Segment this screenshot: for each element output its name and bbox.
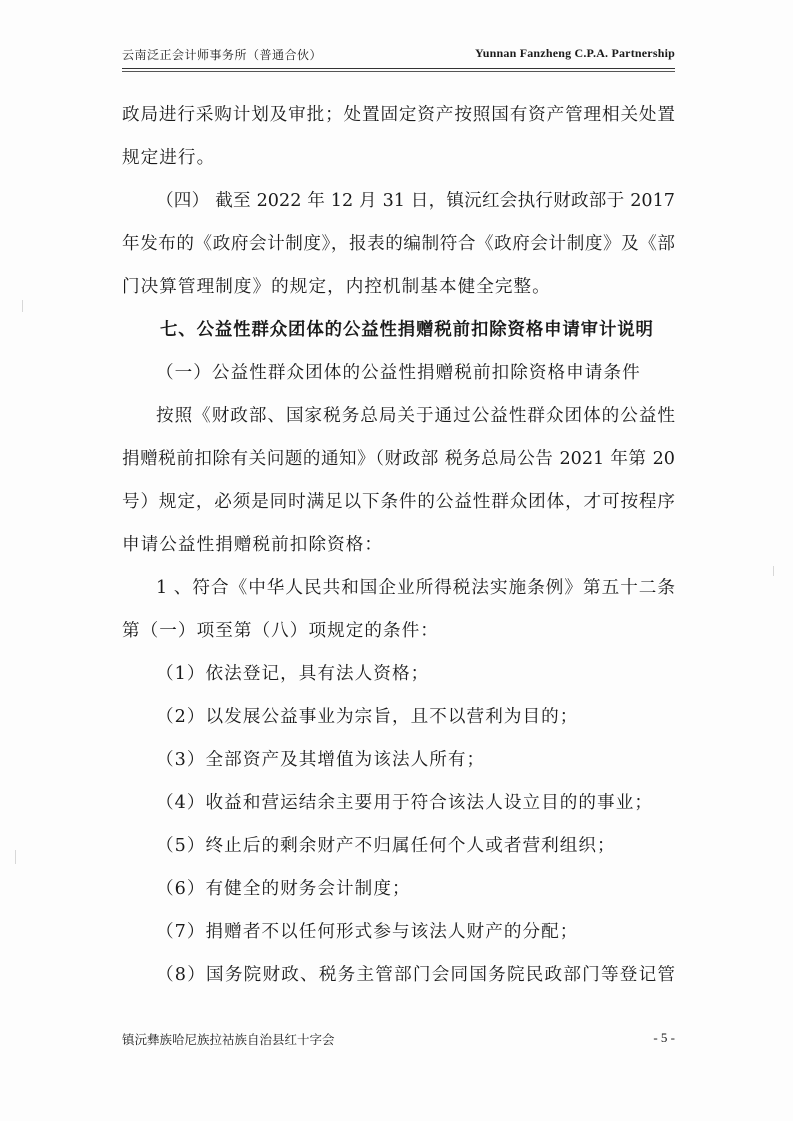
paragraph-line: 门决算管理制度》的规定，内控机制基本健全完整。 (122, 277, 551, 297)
header-firm-name-english: Yunnan Fanzheng C.P.A. Partnership (475, 46, 675, 60)
paragraph-line: 第（一）项至第（八）项规定的条件： (122, 621, 439, 641)
scan-artifact (773, 566, 774, 576)
paragraph-line: 规定进行。 (122, 148, 216, 168)
paragraph-line: 政局进行采购计划及审批；处置固定资产按照国有资产管理相关处置 (122, 105, 675, 125)
list-item: （3）全部资产及其增值为该法人所有； (156, 750, 486, 770)
page-number: - 5 - (653, 1030, 675, 1045)
list-item: （5）终止后的剩余财产不归属任何个人或者营利组织； (156, 836, 616, 856)
header-rule (122, 68, 675, 69)
paragraph-line: 按照《财政部、国家税务总局关于通过公益性群众团体的公益性 (156, 406, 675, 426)
header-rule-secondary (122, 71, 675, 72)
scan-artifact (22, 300, 23, 312)
list-item: （4）收益和营运结余主要用于符合该法人设立目的的事业； (156, 793, 653, 813)
list-item: （8）国务院财政、税务主管部门会同国务院民政部门等登记管 (156, 965, 675, 985)
page-footer (122, 1030, 675, 1052)
page-header (122, 44, 675, 68)
header-firm-name: 云南泛正会计师事务所（普通合伙） (122, 48, 323, 62)
paragraph-line: 申请公益性捐赠税前扣除资格： (122, 535, 384, 555)
paragraph-line: （四） 截至 2022 年 12 月 31 日，镇沅红会执行财政部于 2017 (156, 191, 675, 211)
list-item: （7）捐赠者不以任何形式参与该法人财产的分配； (156, 922, 579, 942)
paragraph-line: 1 、符合《中华人民共和国企业所得税法实施条例》第五十二条 (156, 578, 675, 598)
list-item: （1）依法登记，具有法人资格； (156, 664, 430, 684)
section-heading: 七、公益性群众团体的公益性捐赠税前扣除资格申请审计说明 (160, 320, 654, 340)
paragraph-line: 年发布的《政府会计制度》，报表的编制符合《政府会计制度》及《部 (122, 234, 675, 254)
subsection-heading: （一）公益性群众团体的公益性捐赠税前扣除资格申请条件 (156, 363, 641, 383)
list-item: （2）以发展公益事业为宗旨，且不以营利为目的； (156, 707, 579, 727)
list-item: （6）有健全的财务会计制度； (156, 879, 411, 899)
scan-artifact (15, 850, 16, 864)
paragraph-line: 号）规定，必须是同时满足以下条件的公益性群众团体，才可按程序 (122, 492, 675, 512)
footer-organization-name: 镇沅彝族哈尼族拉祜族自治县红十字会 (122, 1032, 335, 1047)
paragraph-line: 捐赠税前扣除有关问题的通知》（财政部 税务总局公告 2021 年第 20 (122, 449, 675, 469)
